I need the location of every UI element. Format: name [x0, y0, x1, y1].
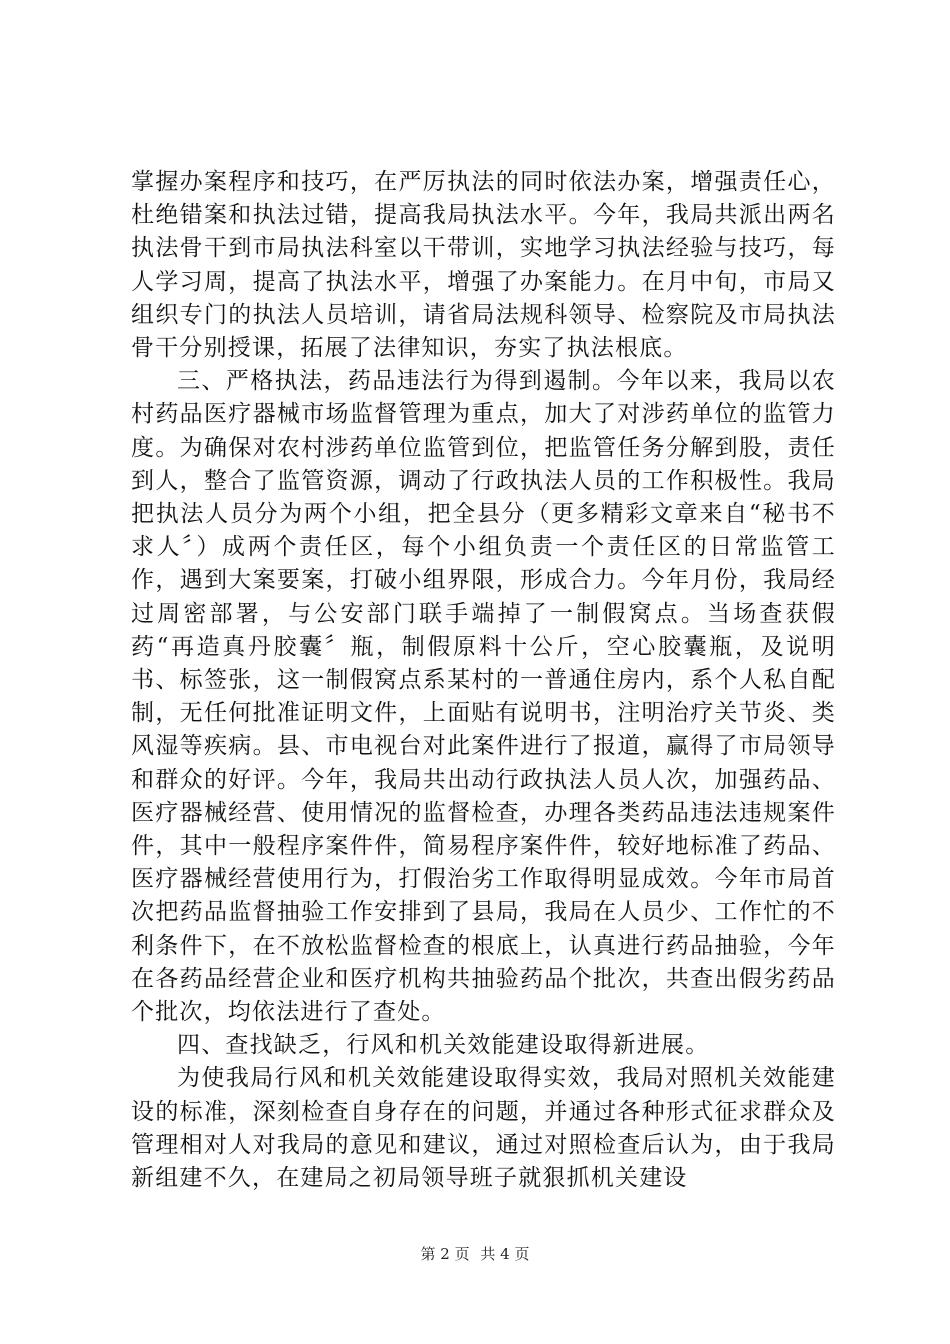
document-body — [131, 166, 836, 1195]
paragraph-3-heading: 四、查找缺乏，行风和机关效能建设取得新进展。 — [177, 1032, 710, 1059]
page-total: 共 4 页 — [480, 1245, 530, 1263]
paragraph-4: 为使我局行风和机关效能建设取得实效，我局对照机关效能建设的标准，深刻检查自身存在的问题，并通过各种形式征求群众及管理相对人对我局的意见和建议，通过对照检查后认为，由于我局新组建不久，在建局之初局领导班子就狠抓机关建设 — [131, 1065, 836, 1192]
paragraph-2: 三、严格执法，药品违法行为得到遏制。今年以来，我局以农村药品医疗器械市场监督管理为重点，加大了对涉药单位的监管力度。为确保对农村涉药单位监管到位，把监管任务分解到股，责任到人，整合了监管资源，调动了行政执法人员的工作积极性。我局把执法人员分为两个小组，把全县分（更多精彩文章来自“秘书不求人〞）成两个责任区，每个小组负责一个责任区的日常监管工作，遇到大案要案，打破小组界限，形成合力。今年月份，我局经过周密部署，与公安部门联手端掉了一制假窝点。当场查获假药“再造真丹胶囊〞瓶，制假原料十公斤，空心胶囊瓶，及说明书、标签张，这一制假窝点系某村的一普通住房内，系个人私自配制，无任何批准证明文件，上面贴有说明书，注明治疗关节炎、类风湿等疾病。县、市电视台对此案件进行了报道，赢得了市局领导和群众的好评。今年，我局共出动行政执法人员人次，加强药品、医疗器械经营、使用情况的监督检查，办理各类药品违法违规案件件，其中一般程序案件件，简易程序案件件，较好地标准了药品、医疗器械经营使用行为，打假治劣工作取得明显成效。今年市局首次把药品监督抽验工作安排到了县局，我局在人员少、工作忙的不利条件下，在不放松监督检查的根底上，认真进行药品抽验，今年在各药品经营企业和医疗机构共抽验药品个批次，共查出假劣药品个批次，均依法进行了查处。 — [131, 368, 836, 1026]
page-number: 第 2 页 — [420, 1245, 470, 1263]
paragraph-1: 掌握办案程序和技巧，在严厉执法的同时依法办案，增强责任心，杜绝错案和执法过错，提高我局执法水平。今年，我局共派出两名执法骨干到市局执法科室以干带训，实地学习执法经验与技巧，每人学习周，提高了执法水平，增强了办案能力。在月中旬，市局又组织专门的执法人员培训，请省局法规科领导、检察院及市局执法骨干分别授课，拓展了法律知识，夯实了执法根底。 — [131, 169, 836, 362]
page-footer — [0, 1244, 950, 1264]
